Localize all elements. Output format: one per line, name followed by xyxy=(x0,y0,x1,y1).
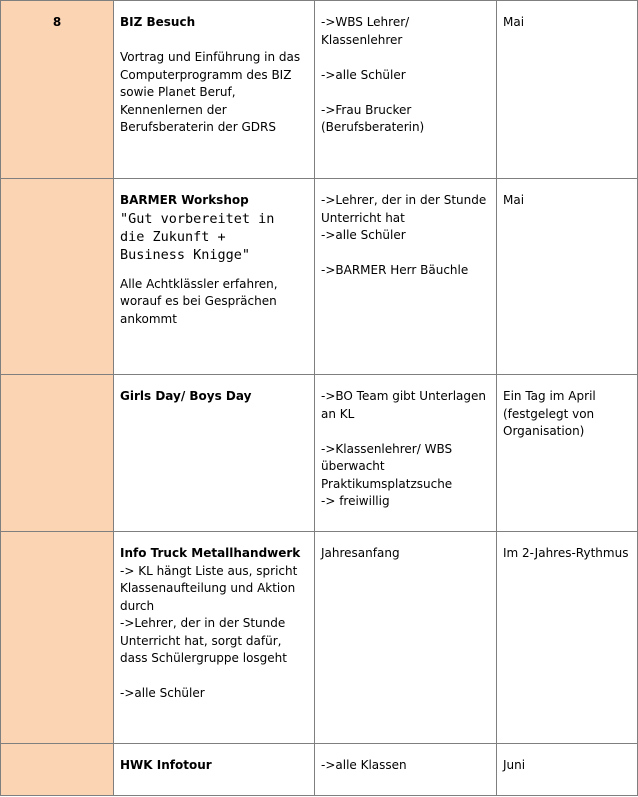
workshop-subtitle-line: die Zukunft + xyxy=(120,228,226,245)
date-cell xyxy=(497,744,638,796)
responsible-cell xyxy=(315,744,497,796)
date-text: Ein Tag im April (festgelegt von Organisation) xyxy=(503,389,596,438)
activity-cell xyxy=(114,179,315,375)
table-row xyxy=(1,179,638,375)
workshop-subtitle-line: "Gut vorbereitet in xyxy=(120,210,275,227)
description-line: Berufsberaterin der GDRS xyxy=(120,120,276,134)
responsible-line: ->Frau Brucker (Berufsberaterin) xyxy=(321,102,425,134)
responsible-cell xyxy=(315,375,497,532)
description-line: Kennenlernen der xyxy=(120,102,227,117)
description-line: ->alle Schüler xyxy=(120,686,205,700)
workshop-subtitle-line: Business Knigge" xyxy=(120,246,251,263)
activity-title: Info Truck Metallhandwerk xyxy=(120,546,301,560)
grade-cell xyxy=(1,1,114,179)
responsible-line: Jahresanfang xyxy=(321,546,400,560)
date-cell xyxy=(497,179,638,375)
date-text: Im 2-Jahres-Rythmus xyxy=(503,546,629,560)
grade-cell xyxy=(1,744,114,796)
date-cell xyxy=(497,375,638,532)
date-text: Juni xyxy=(503,758,526,772)
activity-cell xyxy=(114,1,315,179)
responsible-line: ->Lehrer, der in der Stunde Unterricht hat xyxy=(321,193,487,225)
activity-cell xyxy=(114,532,315,744)
date-text: Mai xyxy=(503,15,525,29)
activity-title: BIZ Besuch xyxy=(120,15,196,29)
responsible-cell xyxy=(315,1,497,179)
description-line: -> KL hängt Liste aus, spricht Klassenaufteilung und Aktion durch xyxy=(120,563,298,613)
activity-cell xyxy=(114,375,315,532)
activity-cell xyxy=(114,744,315,796)
date-cell xyxy=(497,532,638,744)
responsible-line: ->alle Schüler xyxy=(321,67,406,82)
description-line: Alle Achtklässler erfahren, xyxy=(120,276,278,291)
responsible-line: ->WBS Lehrer/ Klassenlehrer xyxy=(321,15,410,47)
description-line: Computerprogramm des BIZ xyxy=(120,67,292,82)
date-cell xyxy=(497,1,638,179)
description-line: worauf es bei Gesprächen xyxy=(120,294,277,308)
table-row xyxy=(1,1,638,179)
responsible-cell xyxy=(315,532,497,744)
activity-title: BARMER Workshop xyxy=(120,193,249,207)
activity-title: Girls Day/ Boys Day xyxy=(120,389,252,403)
activity-title: HWK Infotour xyxy=(120,758,212,772)
grade-label: 8 xyxy=(52,15,62,29)
responsible-line: ->alle Klassen xyxy=(321,758,407,772)
description-line: Vortrag und Einführung in das xyxy=(120,50,301,64)
table-row xyxy=(1,532,638,744)
responsible-line: ->Klassenlehrer/ WBS überwacht Praktikumsplatzsuche xyxy=(321,441,453,491)
description-line: sowie Planet Beruf, xyxy=(120,85,236,99)
table-row xyxy=(1,744,638,796)
responsible-line: -> freiwillig xyxy=(321,494,390,508)
responsible-line: ->BARMER Herr Bäuchle xyxy=(321,263,469,277)
description-line: ankommt xyxy=(120,311,177,326)
grade-cell xyxy=(1,532,114,744)
description-line: ->Lehrer, der in der Stunde Unterricht hat, sorgt dafür, dass Schülergruppe losgeht xyxy=(120,616,287,665)
date-text: Mai xyxy=(503,193,525,207)
table-row xyxy=(1,375,638,532)
grade-cell xyxy=(1,179,114,375)
responsible-line: ->alle Schüler xyxy=(321,228,406,242)
responsible-cell xyxy=(315,179,497,375)
responsible-line: ->BO Team gibt Unterlagen an KL xyxy=(321,389,486,421)
grade-cell xyxy=(1,375,114,532)
